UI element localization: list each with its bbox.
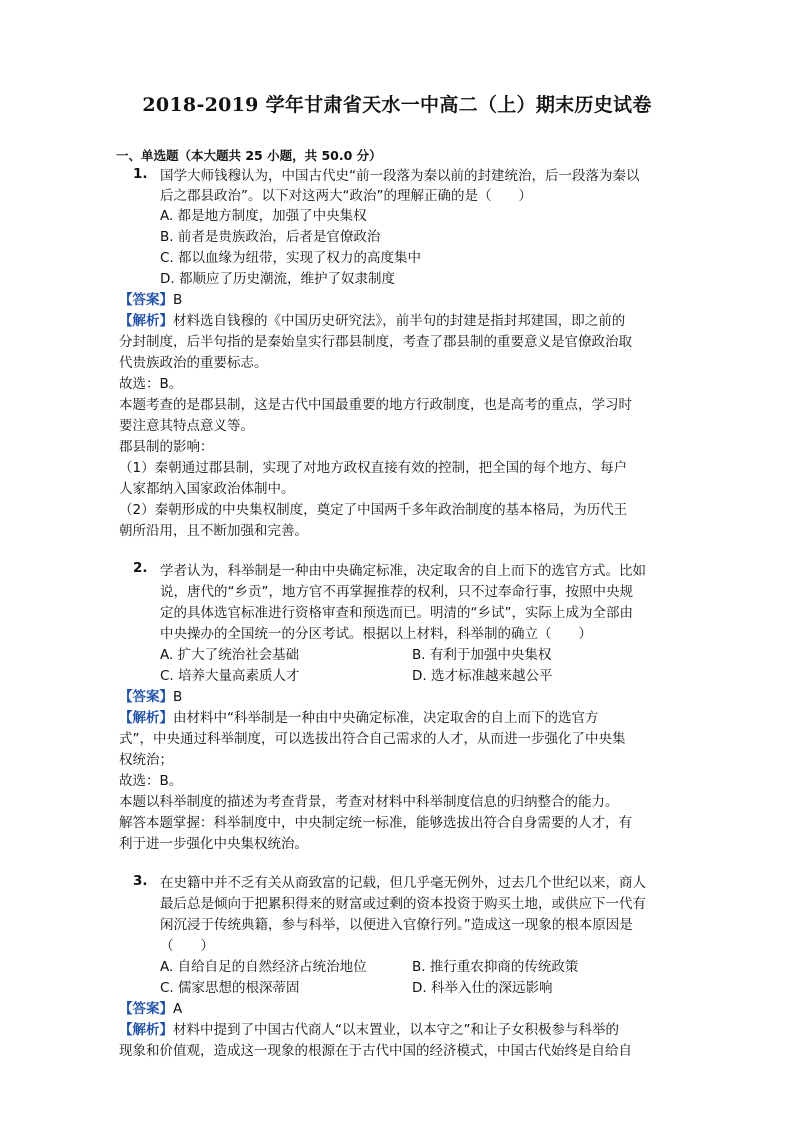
question-number: 2. <box>133 560 148 576</box>
option-b: B. 有利于加强中央集权 <box>412 647 552 663</box>
option-c: C. 儒家思想的根深蒂固 <box>160 980 300 996</box>
question-stem-line: 定的具体选官标准进行资格审查和预选而已。明清的“乡试”，实际上成为全部由 <box>160 605 633 621</box>
option-d: D. 都顺应了历史潮流，维护了奴隶制度 <box>160 271 395 287</box>
option-a: A. 自给自足的自然经济占统治地位 <box>160 959 367 975</box>
question-stem-line: 后之郡县政治”。以下对这两大“政治”的理解正确的是（ ） <box>160 188 532 204</box>
option-b: B. 推行重农抑商的传统政策 <box>412 959 579 975</box>
answer-line <box>119 290 649 310</box>
analysis-line: （1）秦朝通过郡县制，实现了对地方政权直接有效的控制，把全国的每个地方、每户 <box>119 460 628 476</box>
analysis-line: 故选：B。 <box>119 376 183 392</box>
page-title: 2018-2019 学年甘肃省天水一中高二（上）期末历史试卷 <box>142 94 652 116</box>
analysis-label: 【解析】 <box>119 313 173 329</box>
answer-line <box>119 999 649 1019</box>
answer-value: B <box>173 689 183 705</box>
answer-label: 【答案】 <box>119 292 173 308</box>
analysis-text: 材料中提到了中国古代商人“以末置业，以本守之”和让子女积极参与科举的 <box>173 1022 619 1038</box>
question-stem-line: 在史籍中并不乏有关从商致富的记载，但几乎毫无例外，过去几个世纪以来，商人 <box>160 875 646 891</box>
analysis-line: 代贵族政治的重要标志。 <box>119 355 268 371</box>
answer-label: 【答案】 <box>119 1001 173 1017</box>
question-stem-line: 最后总是倾向于把累积得来的财富或过剩的资本投资于购买土地，或供应下一代有 <box>160 896 646 912</box>
option-d: D. 选才标准越来越公平 <box>412 668 553 684</box>
question-stem-line: 学者认为，科举制是一种由中央确定标准，决定取舍的自上而下的选官方式。比如 <box>160 563 646 579</box>
option-c: C. 培养大量高素质人才 <box>160 668 300 684</box>
analysis-text: 材料选自钱穆的《中国历史研究法》，前半句的封建是指封邦建国，即之前的 <box>173 313 626 329</box>
analysis-line: 式”，中央通过科举制度，可以选拔出符合自己需求的人才，从而进一步强化了中央集 <box>119 731 626 747</box>
section-heading: 一、单选题（本大题共 25 小题，共 50.0 分） <box>116 148 382 163</box>
analysis-line: 本题以科举制度的描述为考查背景，考查对材料中科举制度信息的归纳整合的能力。 <box>119 794 619 810</box>
analysis-line <box>119 311 649 331</box>
analysis-line: 利于进一步强化中央集权统治。 <box>119 836 308 852</box>
analysis-line: 故选：B。 <box>119 773 183 789</box>
answer-value: A <box>173 1001 183 1017</box>
option-a: A. 都是地方制度，加强了中央集权 <box>160 208 367 224</box>
analysis-line <box>119 1020 649 1040</box>
option-c: C. 都以血缘为纽带，实现了权力的高度集中 <box>160 250 422 266</box>
question-number: 3. <box>133 873 148 889</box>
answer-label: 【答案】 <box>119 689 173 705</box>
question-stem-line: 闲沉浸于传统典籍，参与科举，以便进入官僚行列。”造成这一现象的根本原因是 <box>160 917 633 933</box>
option-d: D. 科举入仕的深远影响 <box>412 980 553 996</box>
analysis-line: 权统治； <box>119 752 173 768</box>
analysis-line: 人家都纳入国家政治体制中。 <box>119 481 295 497</box>
analysis-line: 现象和价值观，造成这一现象的根源在于古代中国的经济模式，中国古代始终是自给自 <box>119 1043 632 1059</box>
question-number: 1. <box>133 166 148 182</box>
option-b: B. 前者是贵族政治，后者是官僚政治 <box>160 229 381 245</box>
analysis-line: 解答本题掌握：科举制度中，中央制定统一标准，能够选拔出符合自身需要的人才，有 <box>119 815 632 831</box>
analysis-line: （2）秦朝形成的中央集权制度，奠定了中国两千多年政治制度的基本格局，为历代王 <box>119 502 628 518</box>
analysis-line <box>119 708 649 728</box>
option-a: A. 扩大了统治社会基础 <box>160 647 300 663</box>
analysis-label: 【解析】 <box>119 710 173 726</box>
analysis-line: 郡县制的影响： <box>119 439 214 455</box>
question-stem-line: 中央操办的全国统一的分区考试。根据以上材料，科举制的确立（ ） <box>160 626 592 642</box>
question-stem-line: 国学大师钱穆认为，中国古代史“前一段落为秦以前的封建统治，后一段落为秦以 <box>160 168 640 184</box>
analysis-label: 【解析】 <box>119 1022 173 1038</box>
answer-line <box>119 687 649 707</box>
analysis-text: 由材料中“科举制是一种由中央确定标准，决定取舍的自上而下的选官方 <box>173 710 599 726</box>
question-stem-line: 说，唐代的“乡贡”，地方官不再掌握推荐的权利，只不过奉命行事，按照中央规 <box>160 584 633 600</box>
question-stem-line: （ ） <box>160 938 214 954</box>
analysis-line: 本题考查的是郡县制，这是古代中国最重要的地方行政制度，也是高考的重点，学习时 <box>119 397 632 413</box>
answer-value: B <box>173 292 183 308</box>
analysis-line: 分封制度，后半句指的是秦始皇实行郡县制度，考查了郡县制的重要意义是官僚政治取 <box>119 334 632 350</box>
analysis-line: 要注意其特点意义等。 <box>119 418 254 434</box>
analysis-line: 朝所沿用，且不断加强和完善。 <box>119 523 308 539</box>
